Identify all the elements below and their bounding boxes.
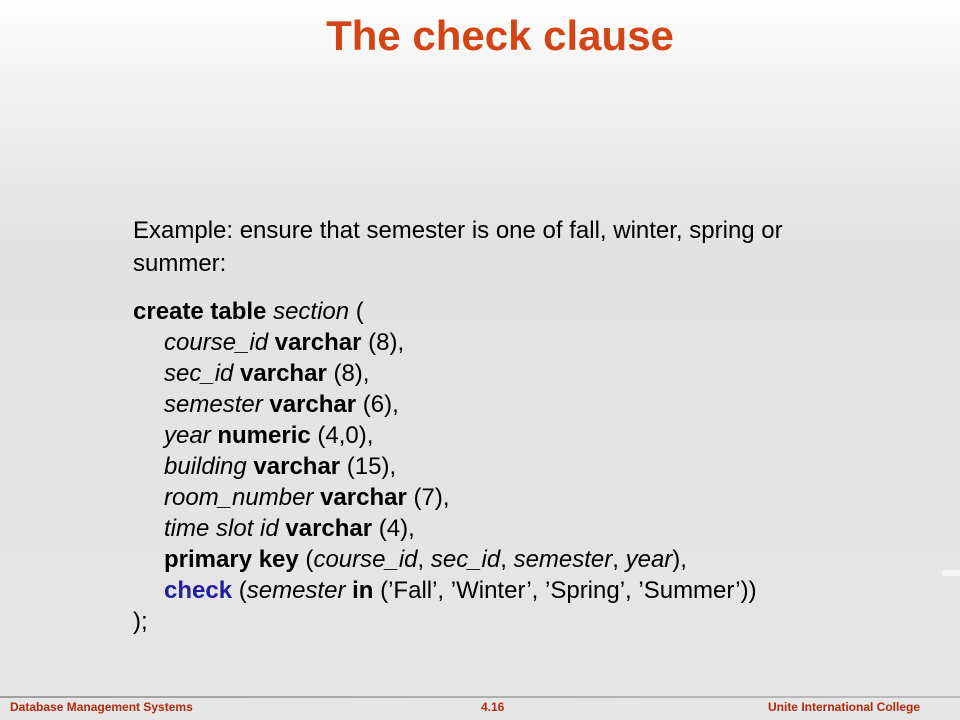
footer-divider — [0, 696, 960, 698]
key-column: semester — [513, 546, 613, 573]
code-line-building — [133, 451, 933, 482]
column-type: varchar — [285, 515, 373, 542]
column-type: varchar — [274, 329, 362, 356]
column-size: (7), — [406, 484, 450, 511]
key-column: course_id — [313, 546, 418, 573]
column-type: varchar — [240, 360, 327, 387]
slide-edge-decoration — [942, 570, 960, 576]
column-name: course_id — [164, 329, 269, 356]
intro-text: Example: ensure that semester is one of fall, winter, spring or summer: — [133, 217, 783, 277]
code-line-room-number — [133, 482, 933, 513]
check-values: (’Fall’, ’Winter’, ’Spring’, ’Summer’)) — [373, 577, 757, 604]
keyword-create-table: create table — [133, 298, 267, 325]
column-type: varchar — [320, 484, 407, 511]
keyword-check: check — [164, 577, 233, 604]
open-paren: ( — [349, 298, 364, 325]
column-name: year — [164, 422, 211, 449]
column-name: building — [164, 453, 247, 480]
footer-course-name: Database Management Systems — [10, 700, 193, 714]
code-line-check: check (semester in (’Fall’, ’Winter’, ’Spring’, ’Summer’)) — [164, 577, 757, 604]
key-column: year — [625, 546, 673, 573]
code-line-course-id — [133, 327, 933, 358]
column-name: semester — [164, 391, 263, 418]
code-line-close: ); — [133, 608, 148, 635]
column-size: (4,0), — [310, 422, 374, 449]
code-line-semester — [133, 389, 933, 420]
column-size: (4), — [372, 515, 415, 542]
column-size: (8), — [361, 329, 405, 356]
column-size: (6), — [356, 391, 399, 418]
column-size: (8), — [326, 360, 370, 387]
column-type: numeric — [217, 422, 311, 449]
code-line-sec-id — [133, 358, 933, 389]
column-size: (15), — [340, 453, 397, 480]
sql-code-block — [133, 296, 933, 637]
check-column: semester — [246, 577, 346, 604]
code-line-time-slot-id — [133, 513, 933, 544]
column-type: varchar — [253, 453, 341, 480]
slide-title: The check clause — [326, 12, 674, 59]
footer-slide-number: 4.16 — [481, 700, 505, 714]
code-line-year — [133, 420, 933, 451]
code-line-create-table — [133, 296, 933, 327]
table-name: section — [273, 298, 350, 325]
column-name: sec_id — [164, 360, 234, 387]
keyword-primary-key: primary key — [164, 546, 299, 573]
keyword-in: in — [352, 577, 374, 604]
column-name: room_number — [164, 484, 314, 511]
column-name: time slot id — [164, 515, 279, 542]
footer-institution: Unite International College — [767, 700, 920, 714]
column-type: varchar — [269, 391, 357, 418]
key-column: sec_id — [430, 546, 501, 573]
code-line-primary-key: primary key (course_id, sec_id, semester, year), — [164, 546, 687, 573]
